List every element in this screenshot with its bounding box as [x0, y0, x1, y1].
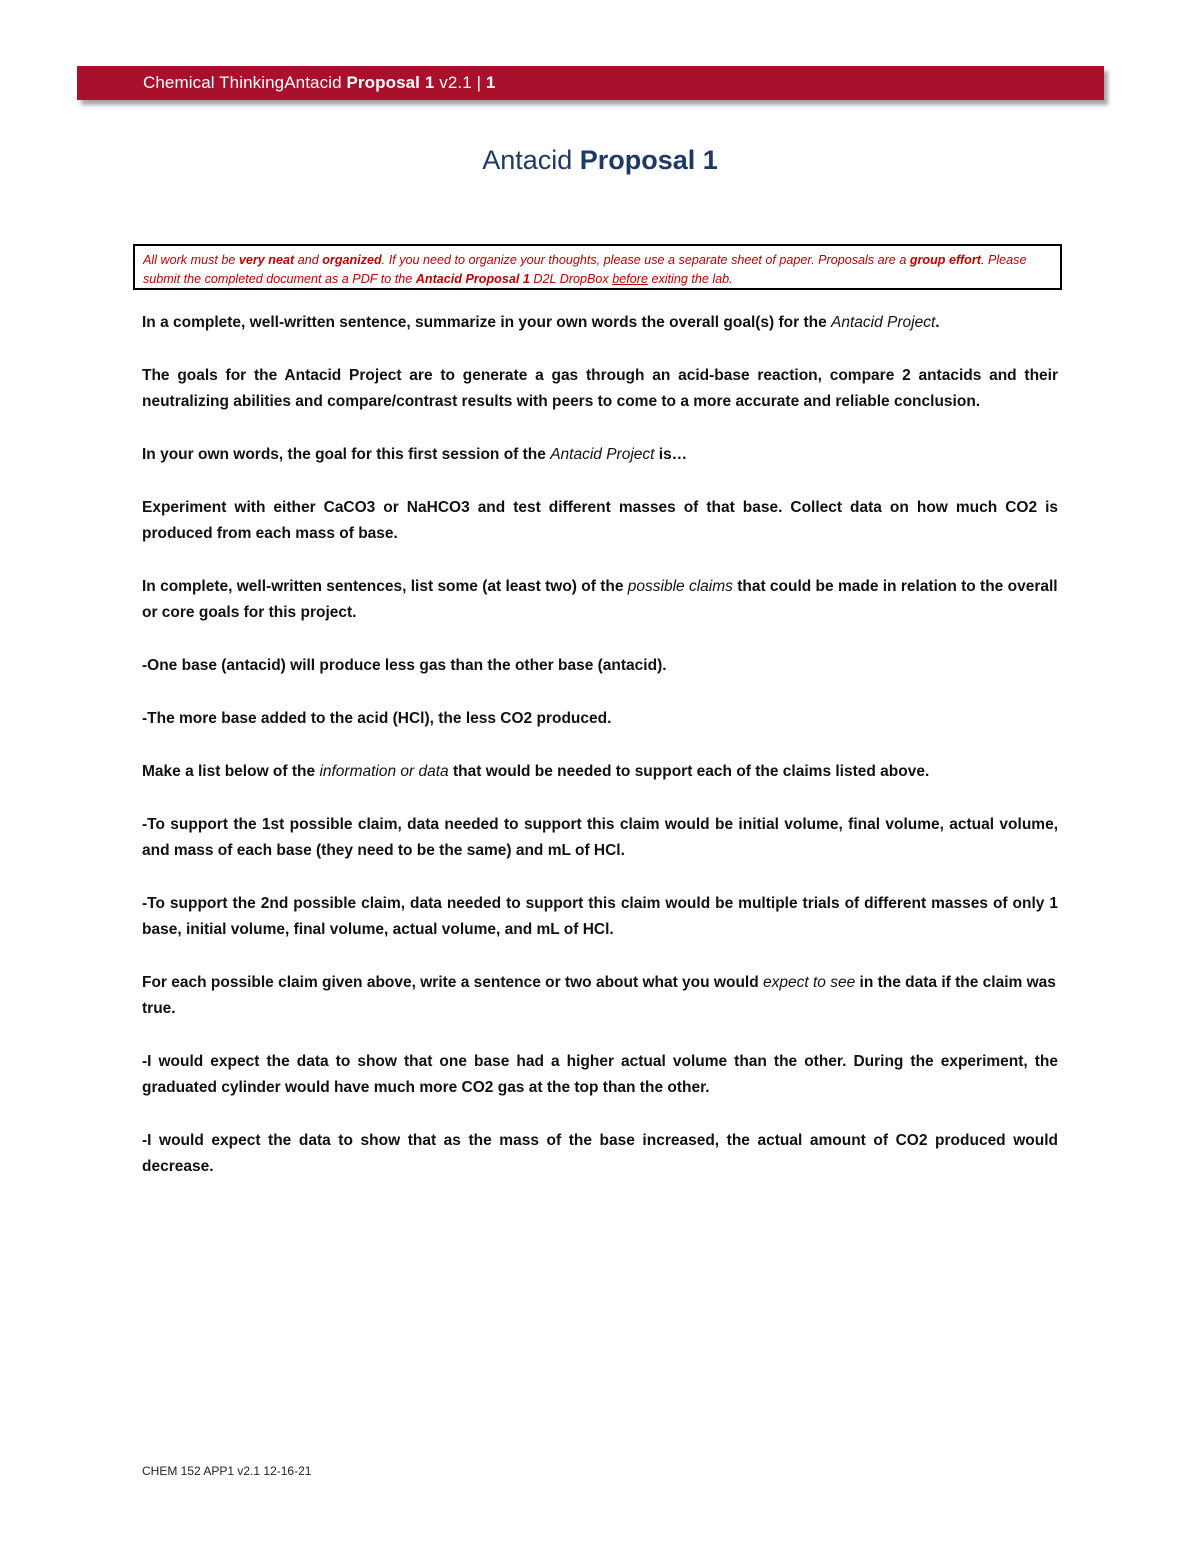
- question-italic: possible claims: [627, 578, 733, 595]
- notice-underline: before: [612, 272, 648, 286]
- question-text: is…: [654, 446, 688, 463]
- header-course: Chemical Thinking: [143, 73, 285, 92]
- document-body: [142, 310, 1058, 1180]
- notice-text: . Please submit the completed document as a PDF to the: [143, 253, 1027, 286]
- answer-3-claim-1: -One base (antacid) will produce less gas than the other base (antacid).: [142, 657, 667, 674]
- question-text: .: [935, 314, 940, 331]
- page-header-bar: [77, 66, 1104, 100]
- question-text: in the data if the claim was true.: [142, 974, 1056, 1017]
- answer-4-data-1: -To support the 1st possible claim, data needed to support this claim would be initial volume, final volume, actual volume, and mass of each base (they need to be the same) and mL of HCl.: [142, 816, 1058, 859]
- header-doc-name-bold: Proposal 1: [346, 73, 435, 92]
- question-text: For each possible claim given above, write a sentence or two about what you would: [142, 974, 763, 991]
- answer-2: Experiment with either CaCO3 or NaHCO3 and test different masses of that base. Collect data on how much CO2 is produced from each mass of base.: [142, 499, 1058, 542]
- answer-4-data-2: -To support the 2nd possible claim, data needed to support this claim would be multiple trials of different masses of only 1 base, initial volume, final volume, actual volume, and mL of HCl.: [142, 895, 1058, 938]
- question-1: [142, 310, 1058, 336]
- notice-text: D2L DropBox: [529, 272, 613, 286]
- header-page-number: 1: [485, 73, 496, 92]
- question-text: that would be needed to support each of the claims listed above.: [448, 763, 930, 780]
- answer-5-expectation-1: -I would expect the data to show that one base had a higher actual volume than the other. During the experiment, the graduated cylinder would have much more CO2 gas at the top than the other.: [142, 1053, 1058, 1096]
- question-italic: Antacid Project: [831, 314, 936, 331]
- question-italic: information or data: [319, 763, 449, 780]
- notice-text: exiting the lab.: [647, 272, 733, 286]
- notice-text: and: [294, 253, 323, 267]
- notice-text: . If you need to organize your thoughts, please use a separate sheet of paper. Proposals are a: [381, 253, 910, 267]
- header-doc-name: Antacid: [284, 73, 347, 92]
- notice-text: All work must be: [143, 253, 239, 267]
- question-italic: Antacid Project: [550, 446, 655, 463]
- notice-emphasis: Antacid Proposal 1: [415, 272, 530, 286]
- question-5: [142, 970, 1058, 1022]
- question-3: [142, 574, 1058, 626]
- answer-1: The goals for the Antacid Project are to generate a gas through an acid-base reaction, compare 2 antacids and their neutralizing abilities and compare/contrast results with peers to come to a more accurate and reliable conclusion.: [142, 367, 1058, 410]
- notice-emphasis: very neat: [238, 253, 295, 267]
- page-footer: CHEM 152 APP1 v2.1 12-16-21: [142, 1464, 312, 1478]
- instructions-notice-box: [133, 244, 1062, 290]
- notice-emphasis: organized: [322, 253, 382, 267]
- question-text: In complete, well-written sentences, list some (at least two) of the: [142, 578, 628, 595]
- question-italic: expect to see: [763, 974, 856, 991]
- answer-3-claim-2: -The more base added to the acid (HCl), the less CO2 produced.: [142, 710, 612, 727]
- header-version: v2.1 |: [434, 73, 486, 92]
- question-4: [142, 759, 1058, 785]
- answer-5-expectation-2: -I would expect the data to show that as the mass of the base increased, the actual amount of CO2 produced would decrease.: [142, 1132, 1058, 1175]
- title-part1: Antacid: [482, 145, 580, 175]
- document-title: [0, 145, 1200, 176]
- question-text: In your own words, the goal for this first session of the: [142, 446, 551, 463]
- title-part2: Proposal 1: [579, 145, 718, 175]
- question-text: that could be made in relation to the overall or core goals for this project.: [142, 578, 1058, 621]
- question-2: [142, 442, 1058, 468]
- question-text: Make a list below of the: [142, 763, 320, 780]
- notice-emphasis: group effort: [909, 253, 981, 267]
- question-text: In a complete, well-written sentence, summarize in your own words the overall goal(s) for the: [142, 314, 832, 331]
